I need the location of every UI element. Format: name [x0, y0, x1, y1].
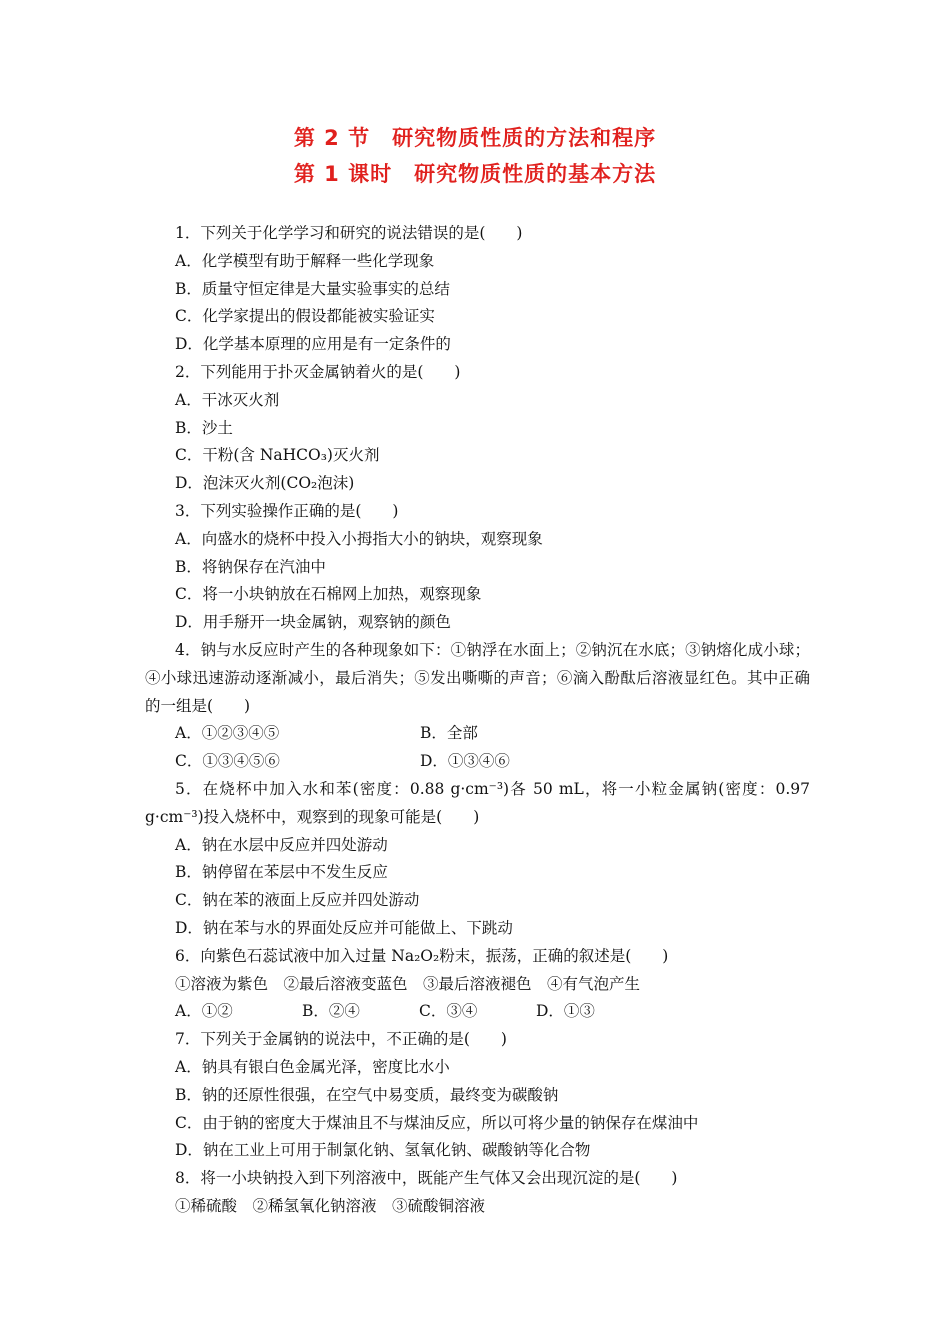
- question-5-option-a: A．钠在水层中反应并四处游动: [175, 835, 388, 854]
- question-6-statements: ①溶液为紫色 ②最后溶液变蓝色 ③最后溶液褪色 ④有气泡产生: [175, 974, 641, 993]
- question-4-option-a: A．①②③④⑤: [175, 724, 280, 743]
- question-4-stem: 4．钠与水反应时产生的各种现象如下：①钠浮在水面上；②钠沉在水底；③钠熔化成小球；④小球迅速游动逐渐减小，最后消失；⑤发出嘶嘶的声音；⑥滴入酚酞后溶液显红色。其中正确的一组是( ): [145, 640, 810, 715]
- question-1-option-c: C．化学家提出的假设都能被实验证实: [175, 307, 435, 326]
- question-7-option-d: D．钠在工业上可用于制氯化钠、氢氧化钠、碳酸钠等化合物: [175, 1141, 591, 1160]
- question-4-options-row-1: [145, 720, 810, 748]
- question-7-option-a: A．钠具有银白色金属光泽，密度比水小: [175, 1057, 450, 1076]
- question-list: [145, 220, 810, 1221]
- question-4-option-c: C．①③④⑤⑥: [175, 752, 280, 771]
- question-2-option-b: B．沙土: [175, 418, 233, 437]
- lesson-title: 第 1 课时 研究物质性质的基本方法: [293, 162, 657, 186]
- question-2-option-a: A．干冰灭火剂: [175, 390, 280, 409]
- question-2-option-d: D．泡沫灭火剂(CO₂泡沫): [175, 474, 355, 493]
- question-6-option-b: B．②④: [302, 1002, 360, 1021]
- question-7-option-b: B．钠的还原性很强，在空气中易变质，最终变为碳酸钠: [175, 1085, 559, 1104]
- question-6-option-a: A．①②: [175, 1002, 233, 1021]
- question-4-option-b: B．全部: [420, 724, 478, 743]
- question-2-stem: 2．下列能用于扑灭金属钠着火的是( ): [175, 362, 461, 381]
- question-7-option-c: C．由于钠的密度大于煤油且不与煤油反应，所以可将少量的钠保存在煤油中: [175, 1113, 699, 1132]
- question-1-option-d: D．化学基本原理的应用是有一定条件的: [175, 335, 451, 354]
- question-5-option-c: C．钠在苯的液面上反应并四处游动: [175, 891, 420, 910]
- question-5-option-b: B．钠停留在苯层中不发生反应: [175, 863, 388, 882]
- question-1-option-a: A．化学模型有助于解释一些化学现象: [175, 251, 435, 270]
- question-3-option-c: C．将一小块钠放在石棉网上加热，观察现象: [175, 585, 482, 604]
- question-6-options: [145, 998, 810, 1026]
- question-6-option-c: C．③④: [419, 1002, 478, 1021]
- question-3-option-a: A．向盛水的烧杯中投入小拇指大小的钠块，观察现象: [175, 529, 543, 548]
- question-2-option-c: C．干粉(含 NaHCO₃)灭火剂: [175, 446, 380, 465]
- question-8-stem: 8．将一小块钠投入到下列溶液中，既能产生气体又会出现沉淀的是( ): [175, 1169, 678, 1188]
- question-1-stem: 1．下列关于化学学习和研究的说法错误的是( ): [175, 224, 523, 242]
- question-5-option-d: D．钠在苯与水的界面处反应并可能做上、下跳动: [175, 918, 513, 937]
- question-8-statements: ①稀硫酸 ②稀氢氧化钠溶液 ③硫酸铜溶液: [175, 1196, 486, 1215]
- question-7-stem: 7．下列关于金属钠的说法中，不正确的是( ): [175, 1030, 507, 1049]
- question-3-option-b: B．将钠保存在汽油中: [175, 557, 326, 576]
- question-3-stem: 3．下列实验操作正确的是( ): [175, 501, 399, 520]
- question-5-stem: 5．在烧杯中加入水和苯(密度：0.88 g·cm⁻³)各 50 mL，将一小粒金属钠(密度：0.97 g·cm⁻³)投入烧杯中，观察到的现象可能是( ): [145, 779, 810, 826]
- question-6-stem: 6．向紫色石蕊试液中加入过量 Na₂O₂粉末，振荡，正确的叙述是( ): [175, 946, 669, 965]
- section-title: 第 2 节 研究物质性质的方法和程序: [293, 126, 657, 150]
- question-1-option-b: B．质量守恒定律是大量实验事实的总结: [175, 279, 450, 298]
- question-4-option-d: D．①③④⑥: [420, 752, 510, 771]
- question-4-options-row-2: [145, 748, 810, 776]
- question-3-option-d: D．用手掰开一块金属钠，观察钠的颜色: [175, 613, 451, 632]
- question-6-option-d: D．①③: [536, 1002, 595, 1021]
